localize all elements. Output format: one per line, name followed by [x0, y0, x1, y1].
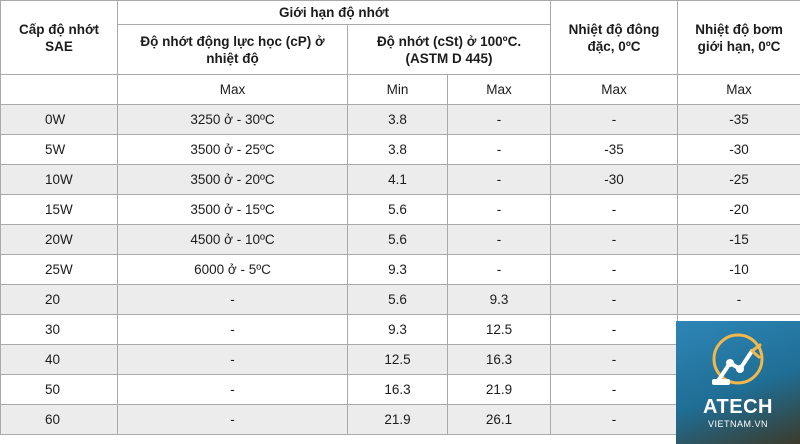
- kinematic-max-cell: -: [448, 195, 551, 225]
- kinematic-min-cell: 4.1: [348, 165, 448, 195]
- pump-temp-cell: -20: [678, 195, 800, 225]
- grade-header: [1, 1, 118, 75]
- kinematic-min-cell: 3.8: [348, 135, 448, 165]
- header-row-1: [1, 1, 800, 25]
- kinematic-max-cell: -: [448, 225, 551, 255]
- minmax-cell: Max: [118, 75, 348, 105]
- minmax-cell: Max: [678, 75, 800, 105]
- table-row: [1, 165, 800, 195]
- kinematic-min-cell: 5.6: [348, 195, 448, 225]
- kinematic-min-cell: 9.3: [348, 255, 448, 285]
- grade-cell: 20W: [1, 225, 118, 255]
- table-row: [1, 285, 800, 315]
- pour-point-cell: -: [551, 105, 678, 135]
- minmax-cell: Min: [348, 75, 448, 105]
- dynamic-viscosity-header: [118, 25, 348, 75]
- grade-cell: 40: [1, 345, 118, 375]
- table-row: [1, 135, 800, 165]
- kinematic-min-cell: 12.5: [348, 345, 448, 375]
- minmax-cell: Max: [448, 75, 551, 105]
- dynamic-viscosity-cell: 3500 ở - 15ºC: [118, 195, 348, 225]
- kinematic-min-cell: 5.6: [348, 225, 448, 255]
- kinematic-viscosity-header-text: Độ nhớt (cSt) ở 100ºC. (ASTM D 445): [376, 33, 522, 66]
- pour-point-cell: -: [551, 315, 678, 345]
- grade-cell: 0W: [1, 105, 118, 135]
- kinematic-min-cell: 5.6: [348, 285, 448, 315]
- dynamic-viscosity-cell: -: [118, 345, 348, 375]
- pour-point-cell: -: [551, 255, 678, 285]
- dynamic-viscosity-cell: 3250 ở - 30ºC: [118, 105, 348, 135]
- grade-cell: 20: [1, 285, 118, 315]
- table-row: [1, 225, 800, 255]
- kinematic-max-cell: 9.3: [448, 285, 551, 315]
- minmax-cell: Max: [551, 75, 678, 105]
- pour-point-cell: -: [551, 405, 678, 435]
- minmax-cell: [1, 75, 118, 105]
- pump-temp-cell: -30: [678, 135, 800, 165]
- dynamic-viscosity-cell: -: [118, 285, 348, 315]
- pour-point-header: [551, 1, 678, 75]
- pour-point-cell: -35: [551, 135, 678, 165]
- table-row: [1, 255, 800, 285]
- dynamic-viscosity-cell: 3500 ở - 20ºC: [118, 165, 348, 195]
- pump-temp-cell: -15: [678, 225, 800, 255]
- robot-arm-icon: [704, 329, 772, 391]
- grade-cell: 50: [1, 375, 118, 405]
- min-max-row: [1, 75, 800, 105]
- pour-point-cell: -: [551, 345, 678, 375]
- kinematic-max-cell: 16.3: [448, 345, 551, 375]
- logo-subtitle: VIETNAM.VN: [707, 419, 768, 429]
- kinematic-viscosity-header: [348, 25, 551, 75]
- pump-temp-cell: -10: [678, 255, 800, 285]
- grade-cell: 15W: [1, 195, 118, 225]
- pour-point-header-text: Nhiệt độ đông đặc, 0ºC: [568, 21, 660, 54]
- kinematic-max-cell: 26.1: [448, 405, 551, 435]
- kinematic-min-cell: 21.9: [348, 405, 448, 435]
- pour-point-cell: -: [551, 195, 678, 225]
- kinematic-min-cell: 16.3: [348, 375, 448, 405]
- grade-cell: 25W: [1, 255, 118, 285]
- dynamic-viscosity-cell: 4500 ở - 10ºC: [118, 225, 348, 255]
- logo-name: ATECH: [703, 396, 773, 418]
- kinematic-max-cell: 21.9: [448, 375, 551, 405]
- grade-cell: 30: [1, 315, 118, 345]
- pour-point-cell: -: [551, 285, 678, 315]
- dynamic-viscosity-cell: -: [118, 375, 348, 405]
- pump-temp-header: [678, 1, 800, 75]
- kinematic-max-cell: -: [448, 255, 551, 285]
- kinematic-min-cell: 3.8: [348, 105, 448, 135]
- limits-group-header: Giới hạn độ nhớt: [118, 1, 551, 25]
- kinematic-max-cell: -: [448, 135, 551, 165]
- grade-cell: 5W: [1, 135, 118, 165]
- pump-temp-cell: -: [678, 285, 800, 315]
- kinematic-max-cell: -: [448, 165, 551, 195]
- kinematic-max-cell: 12.5: [448, 315, 551, 345]
- grade-cell: 10W: [1, 165, 118, 195]
- dynamic-viscosity-header-text: Độ nhớt động lực học (cP) ở nhiệt độ: [140, 33, 325, 66]
- pump-temp-cell: -25: [678, 165, 800, 195]
- dynamic-viscosity-cell: 6000 ở - 5ºC: [118, 255, 348, 285]
- pump-temp-header-text: Nhiệt độ bơm giới hạn, 0ºC: [695, 21, 783, 54]
- dynamic-viscosity-cell: -: [118, 315, 348, 345]
- grade-header-text: Cấp độ nhớt SAE: [18, 21, 100, 54]
- kinematic-max-cell: -: [448, 105, 551, 135]
- table-row: [1, 195, 800, 225]
- dynamic-viscosity-cell: 3500 ở - 25ºC: [118, 135, 348, 165]
- atech-logo: [676, 321, 800, 444]
- pour-point-cell: -: [551, 375, 678, 405]
- grade-cell: 60: [1, 405, 118, 435]
- pump-temp-cell: -35: [678, 105, 800, 135]
- dynamic-viscosity-cell: -: [118, 405, 348, 435]
- table-row: [1, 105, 800, 135]
- pour-point-cell: -30: [551, 165, 678, 195]
- kinematic-min-cell: 9.3: [348, 315, 448, 345]
- pour-point-cell: -: [551, 225, 678, 255]
